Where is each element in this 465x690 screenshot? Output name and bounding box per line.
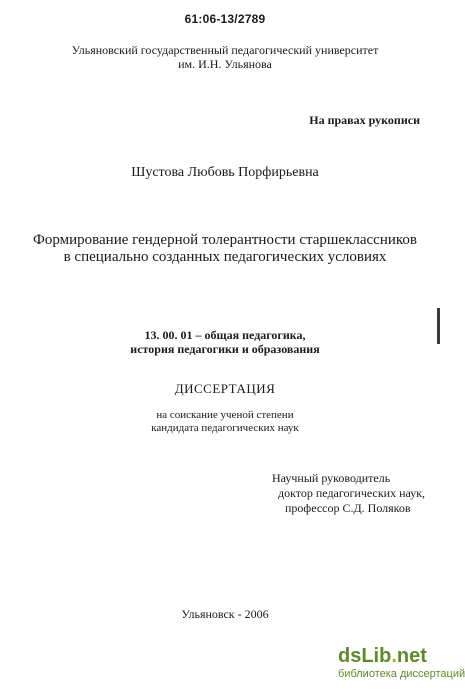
archive-code: 61:06-13/2789	[184, 12, 266, 26]
title-line-1: Формирование гендерной толерантности старшеклассников	[33, 232, 417, 248]
university-named-after: им. И.Н. Ульянова	[178, 57, 272, 71]
watermark-logo[interactable]	[338, 645, 465, 687]
watermark-brand-dot: .	[391, 645, 397, 667]
city-year: Ульяновск - 2006	[181, 607, 269, 621]
watermark-brand-part: dsLib	[338, 645, 392, 667]
watermark-tagline: библиотека диссертаций	[338, 668, 465, 680]
university-name: Ульяновский государственный педагогический университет	[71, 43, 379, 57]
advisor-name: профессор С.Д. Поляков	[285, 501, 411, 515]
degree-line-2: кандидата педагогических наук	[151, 422, 299, 434]
dissertation-title	[0, 232, 450, 266]
watermark-brand-tld: net	[396, 645, 427, 667]
manuscript-note: На правах рукописи	[309, 113, 420, 127]
university-block	[0, 43, 450, 71]
title-line-2: в специально созданных педагогических условиях	[63, 249, 387, 265]
advisor-role: Научный руководитель	[272, 471, 391, 485]
advisor-block	[272, 471, 442, 516]
advisor-degree: доктор педагогических наук,	[278, 486, 426, 500]
degree-line-1: на соискание ученой степени	[156, 409, 294, 421]
scan-edge-mark	[437, 308, 440, 344]
author-name: Шустова Любовь Порфирьевна	[131, 165, 319, 180]
watermark-brand	[338, 645, 446, 667]
document-type: ДИССЕРТАЦИЯ	[174, 381, 276, 396]
specialty-line-1: 13. 00. 01 – общая педагогика,	[144, 328, 306, 342]
degree-block	[0, 409, 450, 435]
specialty-block	[0, 328, 450, 356]
specialty-line-2: история педагогики и образования	[130, 342, 320, 356]
